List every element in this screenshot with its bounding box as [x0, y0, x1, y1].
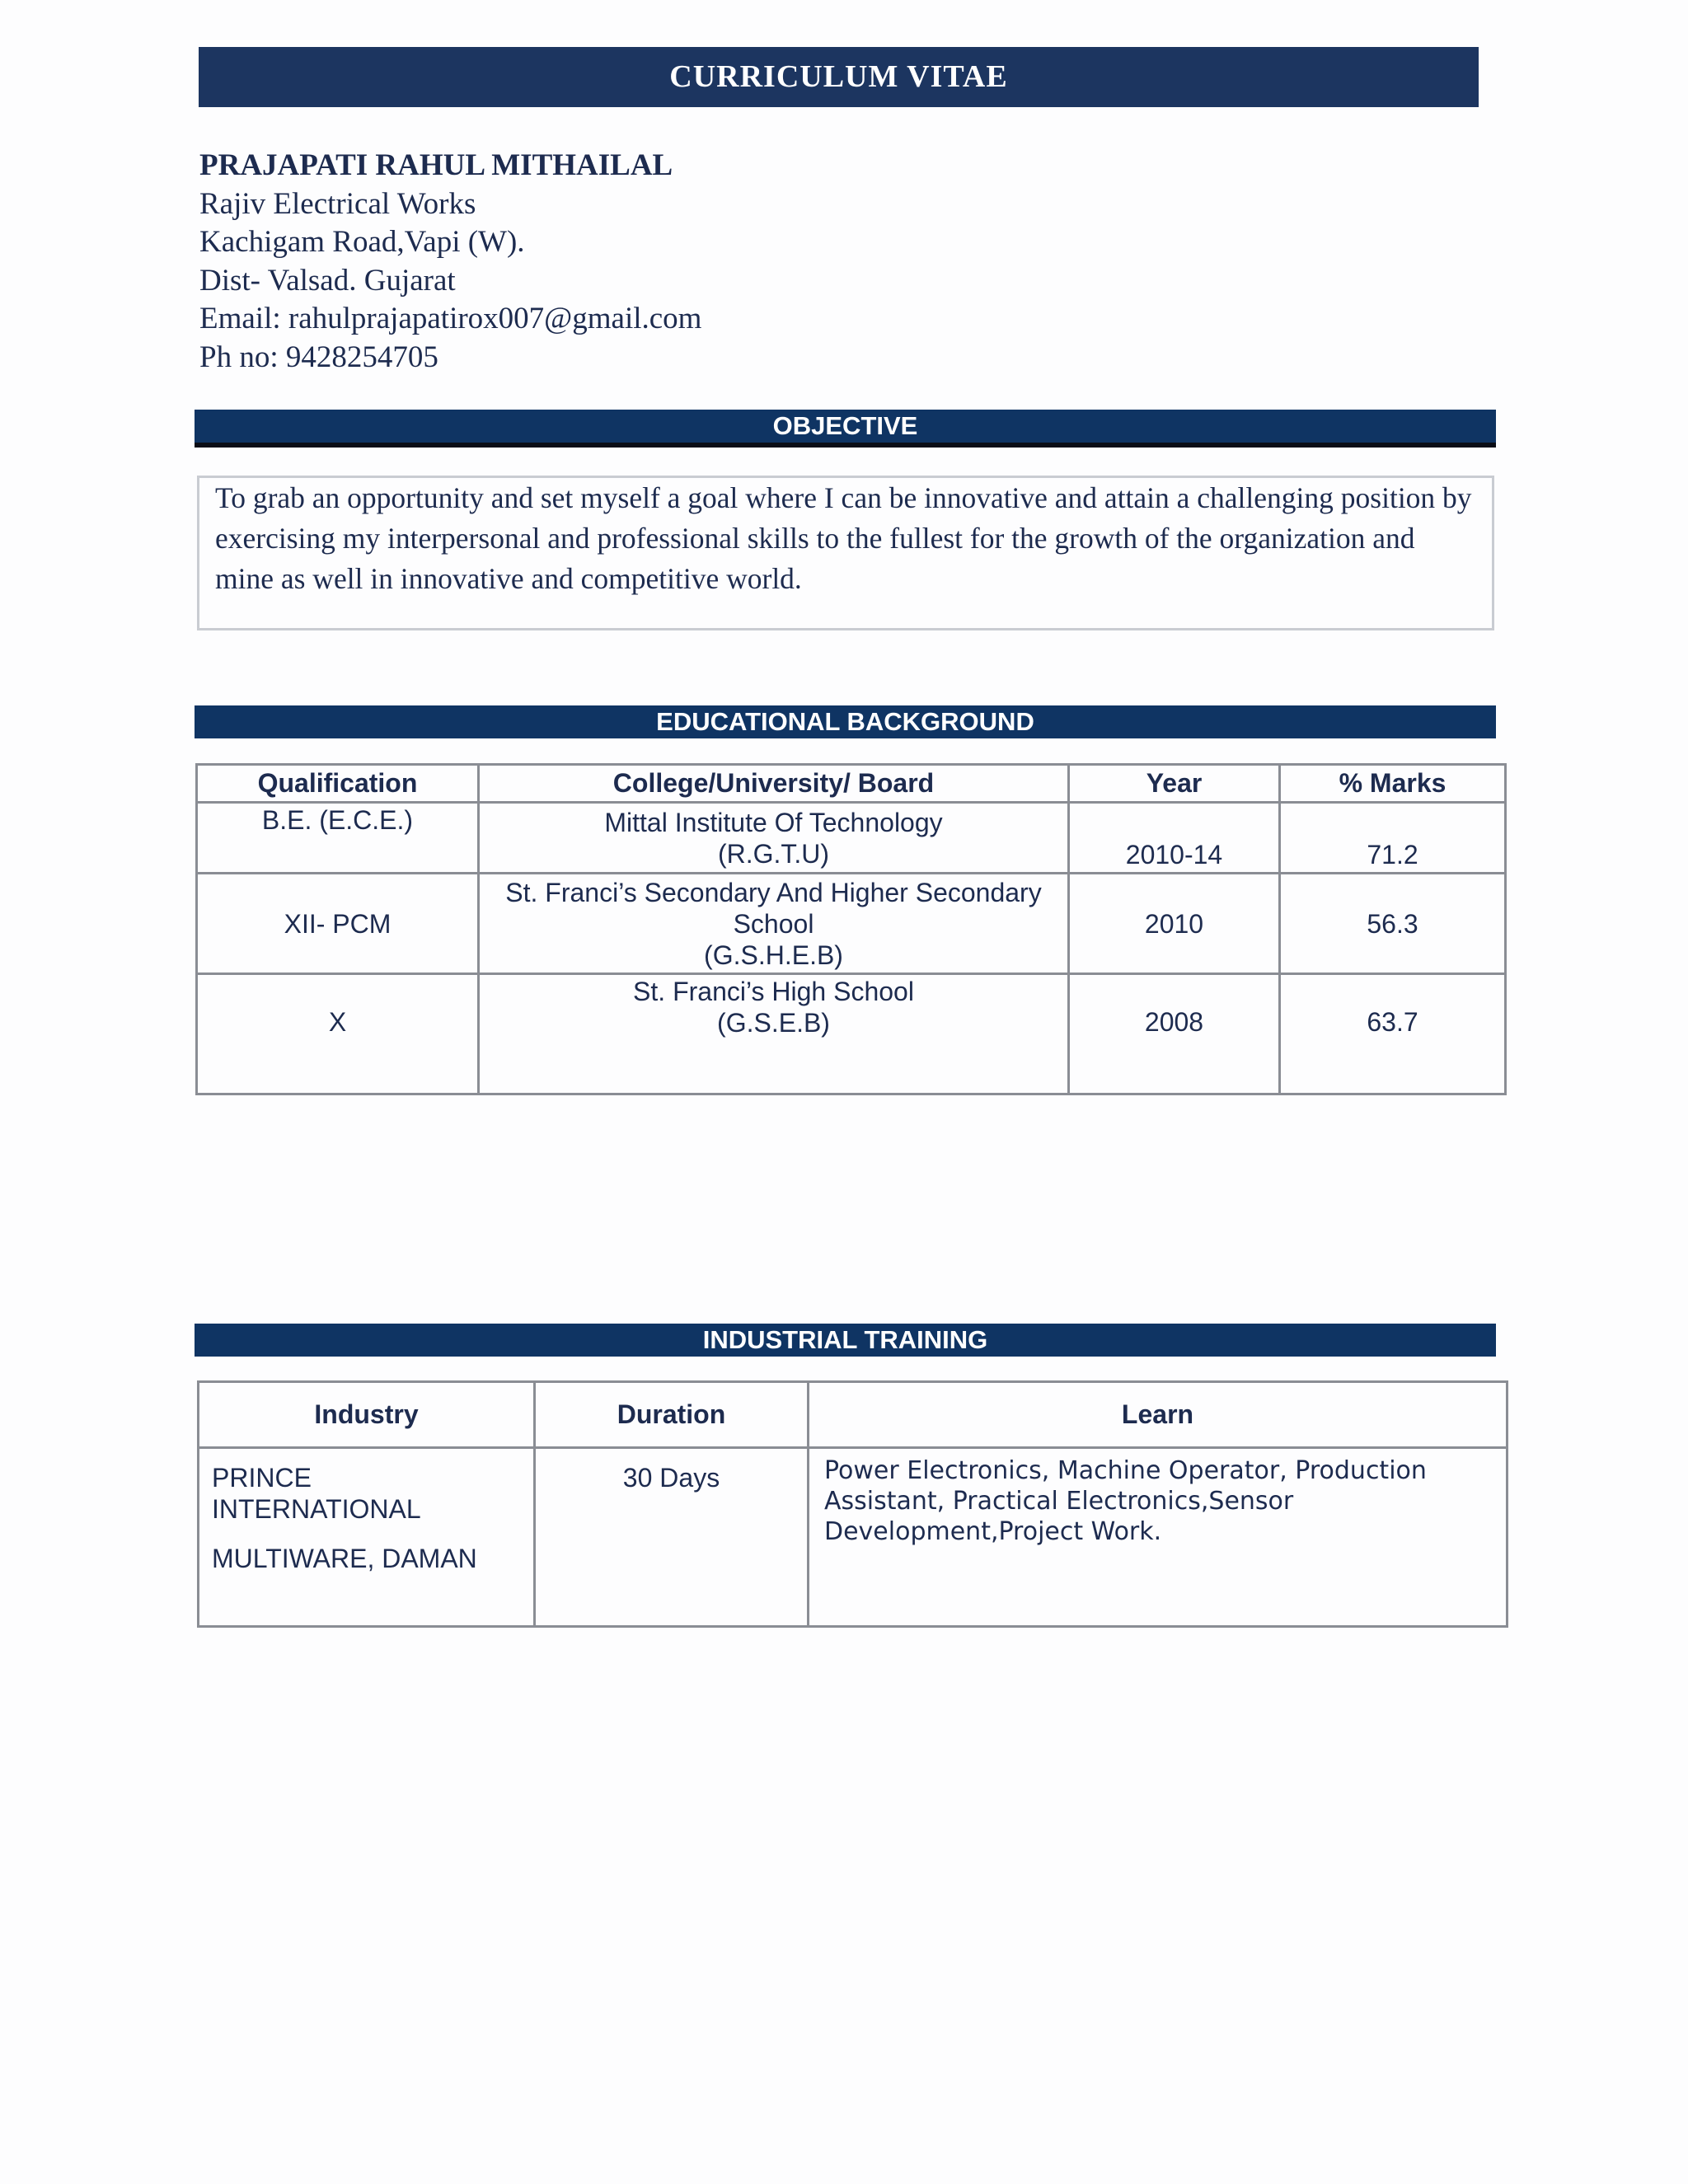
table-row — [197, 803, 1506, 874]
table-header-row — [197, 765, 1506, 803]
education-table — [195, 763, 1507, 1095]
industry-cell — [199, 1448, 535, 1627]
column-header: College/University/ Board — [479, 765, 1069, 803]
objective-heading: OBJECTIVE — [195, 410, 1496, 448]
candidate-name: PRAJAPATI RAHUL MITHAILAL — [199, 148, 673, 182]
table-row — [199, 1448, 1507, 1627]
college-line: St. Franci’s Secondary And Higher Secondary — [505, 877, 1042, 907]
table-row — [197, 874, 1506, 974]
college-line: Mittal Institute Of Technology — [604, 807, 943, 837]
column-header: Learn — [809, 1382, 1507, 1448]
training-table — [197, 1380, 1508, 1628]
company-line: Rajiv Electrical Works — [199, 186, 476, 221]
email-line: Email: rahulprajapatirox007@gmail.com — [199, 302, 702, 335]
address-line-2: Dist- Valsad. Gujarat — [199, 263, 456, 298]
cv-title: CURRICULUM VITAE — [199, 47, 1479, 107]
college-cell — [479, 874, 1069, 974]
duration-cell: 30 Days — [535, 1448, 809, 1627]
industry-line: INTERNATIONAL — [212, 1494, 421, 1524]
address-line-1: Kachigam Road,Vapi (W). — [199, 225, 525, 259]
objective-text: To grab an opportunity and set myself a goal where I can be innovative and attain a challenging position by exercising my interpersonal and professional skills to the fullest for the growth of the organization and mine as well in innovative and competitive world. — [197, 476, 1494, 630]
college-line: (G.S.H.E.B) — [704, 940, 843, 970]
column-header: Industry — [199, 1382, 535, 1448]
column-header: Duration — [535, 1382, 809, 1448]
college-cell — [479, 803, 1069, 874]
contact-block — [199, 147, 701, 377]
learn-cell: Power Electronics, Machine Operator, Production Assistant, Practical Electronics,Sensor Development,Project Work. — [809, 1448, 1507, 1627]
qualification-cell: XII- PCM — [197, 874, 479, 974]
year-cell: 2010-14 — [1069, 803, 1280, 874]
marks-cell: 63.7 — [1280, 974, 1506, 1094]
qualification-cell: X — [197, 974, 479, 1094]
college-line: St. Franci’s High School — [633, 977, 914, 1006]
column-header: % Marks — [1280, 765, 1506, 803]
education-heading: EDUCATIONAL BACKGROUND — [195, 705, 1496, 738]
phone-line: Ph no: 9428254705 — [199, 340, 438, 374]
year-cell: 2008 — [1069, 974, 1280, 1094]
table-row — [197, 974, 1506, 1094]
column-header: Year — [1069, 765, 1280, 803]
year-cell: 2010 — [1069, 874, 1280, 974]
college-cell — [479, 974, 1069, 1094]
column-header: Qualification — [197, 765, 479, 803]
college-line: (G.S.E.B) — [717, 1008, 830, 1038]
college-line: (R.G.T.U) — [717, 838, 830, 869]
marks-cell: 71.2 — [1280, 803, 1506, 874]
college-line: School — [733, 908, 814, 939]
industry-line: MULTIWARE, DAMAN — [212, 1544, 477, 1573]
qualification-cell: B.E. (E.C.E.) — [197, 803, 479, 874]
marks-cell: 56.3 — [1280, 874, 1506, 974]
training-heading: INDUSTRIAL TRAINING — [195, 1324, 1496, 1357]
industry-line: PRINCE — [212, 1463, 312, 1493]
table-header-row — [199, 1382, 1507, 1448]
